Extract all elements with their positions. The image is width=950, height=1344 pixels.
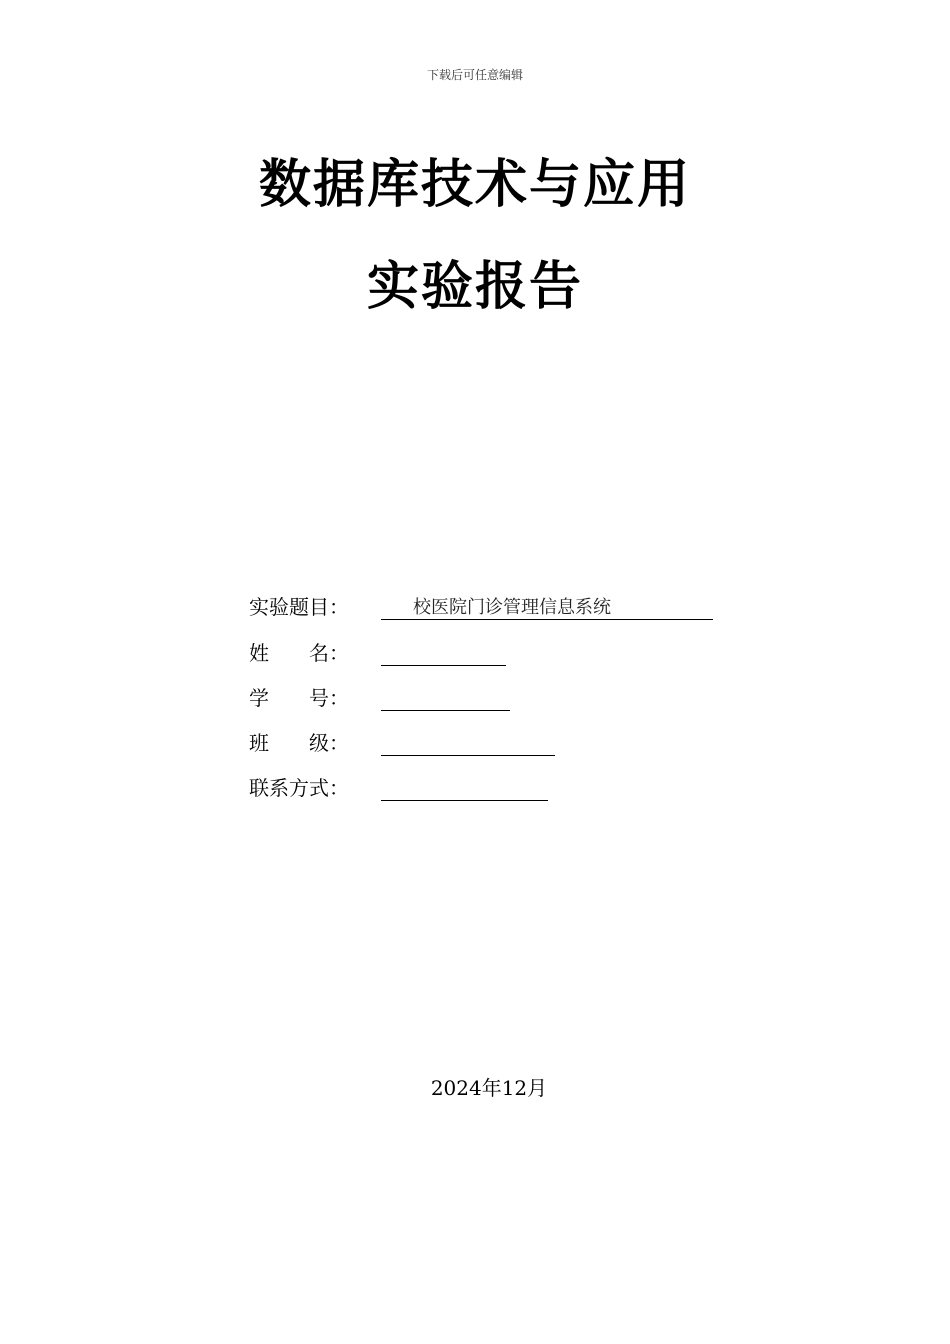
report-title-line-1: 数据库技术与应用 — [258, 154, 691, 215]
contact-field[interactable] — [381, 779, 548, 801]
header-note: 下载后可任意编辑 — [426, 68, 523, 82]
student-id-field[interactable] — [381, 689, 510, 711]
contact-label: 联系方式： — [249, 776, 349, 800]
name-field[interactable] — [381, 644, 506, 666]
student-id-label: 学 号： — [249, 686, 349, 710]
report-title-line-2: 实验报告 — [366, 256, 583, 317]
info-row-topic — [249, 590, 713, 620]
info-row-class — [249, 726, 555, 756]
topic-field[interactable]: 校医院门诊管理信息系统 — [381, 598, 713, 620]
topic-label: 实验题目： — [249, 595, 349, 619]
info-row-student-id — [249, 681, 510, 711]
report-date: 2024年12月 — [430, 1076, 548, 1100]
name-label: 姓 名： — [249, 641, 349, 665]
info-row-name — [249, 636, 506, 666]
info-row-contact — [249, 771, 548, 801]
class-field[interactable] — [381, 734, 555, 756]
class-label: 班 级： — [249, 731, 349, 755]
